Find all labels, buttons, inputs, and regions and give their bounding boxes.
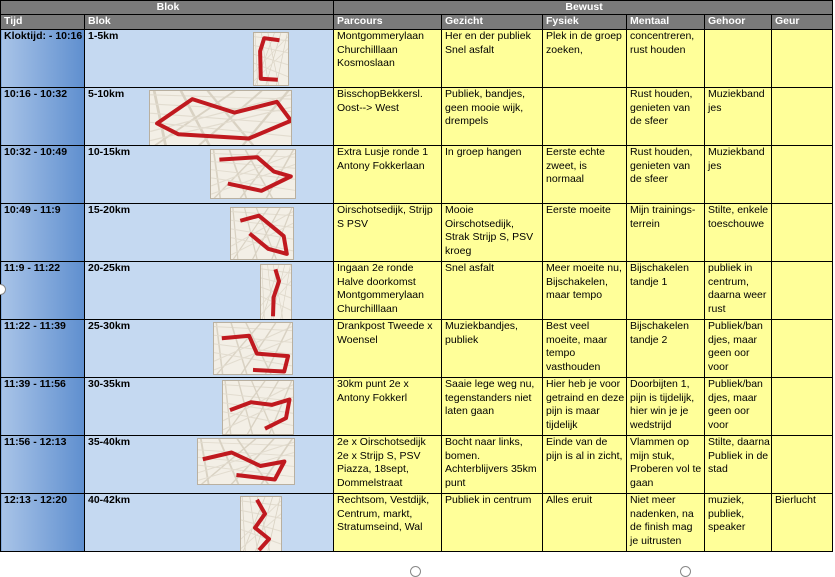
blok-label: 35-40km — [88, 436, 131, 449]
blok-label: 30-35km — [88, 378, 131, 391]
mentaal-cell[interactable]: Doorbijten 1, pijn is tijdelijk, hier win je je wedstrijd — [627, 378, 705, 436]
column-header-geur[interactable]: Geur — [772, 15, 833, 30]
parcours-cell[interactable]: Oirschotsedijk, Strijp S PSV — [334, 204, 442, 262]
tijd-cell[interactable]: 10:16 - 10:32 — [1, 88, 85, 146]
parcours-cell[interactable]: Extra Lusje ronde 1 Antony Fokkerlaan — [334, 146, 442, 204]
tijd-cell[interactable]: 11:9 - 11:22 — [1, 262, 85, 320]
table-row — [1, 146, 833, 204]
blok-cell[interactable] — [85, 320, 334, 378]
parcours-cell[interactable]: Drankpost Tweede x Woensel — [334, 320, 442, 378]
table-row — [1, 494, 833, 552]
gezicht-cell[interactable]: Bocht naar links, bomen. Achterblijvers 35km punt — [442, 436, 543, 494]
gezicht-cell[interactable]: Muziekbandjes, publiek — [442, 320, 543, 378]
tijd-cell[interactable]: 10:49 - 11:9 — [1, 204, 85, 262]
parcours-cell[interactable]: 2e x Oirschotsedijk 2e x Strijp S, PSV Piazza, 18sept, Dommelstraat — [334, 436, 442, 494]
parcours-cell[interactable]: 30km punt 2e x Antony Fokkerl — [334, 378, 442, 436]
geur-cell[interactable] — [772, 262, 833, 320]
parcours-cell[interactable]: Montgommerylaan Churchilllaan Kosmoslaan — [334, 30, 442, 88]
blok-label: 25-30km — [88, 320, 131, 333]
tijd-cell[interactable]: 11:22 - 11:39 — [1, 320, 85, 378]
geur-cell[interactable] — [772, 320, 833, 378]
resize-handle[interactable] — [410, 566, 421, 577]
table-row — [1, 30, 833, 88]
blok-cell[interactable] — [85, 494, 334, 552]
blok-label: 15-20km — [88, 204, 131, 217]
tijd-cell[interactable]: 11:56 - 12:13 — [1, 436, 85, 494]
column-header-fysiek[interactable]: Fysiek — [543, 15, 627, 30]
table-row — [1, 320, 833, 378]
route-line — [255, 500, 269, 550]
fysiek-cell[interactable]: Einde van de pijn is al in zicht, — [543, 436, 627, 494]
route-map-thumbnail — [240, 496, 282, 552]
mentaal-cell[interactable]: Bijschakelen tandje 2 — [627, 320, 705, 378]
blok-label: 5-10km — [88, 88, 125, 101]
blok-cell[interactable] — [85, 88, 334, 146]
gezicht-cell[interactable]: Publiek, bandjes, geen mooie wijk, drempels — [442, 88, 543, 146]
blok-label: 10-15km — [88, 146, 131, 159]
table-row — [1, 436, 833, 494]
geur-cell[interactable] — [772, 204, 833, 262]
table-body — [1, 30, 833, 552]
table-row — [1, 378, 833, 436]
route-map-thumbnail — [253, 32, 289, 86]
gehoor-cell[interactable]: muziek, publiek, speaker — [705, 494, 772, 552]
column-header-mentaal[interactable]: Mentaal — [627, 15, 705, 30]
gezicht-cell[interactable]: Saaie lege weg nu, tegenstanders niet laten gaan — [442, 378, 543, 436]
blok-label: 40-42km — [88, 494, 131, 507]
gezicht-cell[interactable]: Snel asfalt — [442, 262, 543, 320]
mentaal-cell[interactable]: Mijn trainings-terrein — [627, 204, 705, 262]
route-map-thumbnail — [213, 322, 293, 375]
blok-cell[interactable] — [85, 436, 334, 494]
route-map-thumbnail — [230, 207, 294, 260]
gezicht-cell[interactable]: Mooie Oirschotsedijk, Strak Strijp S, PSV kroeg — [442, 204, 543, 262]
gehoor-cell[interactable]: Muziekband jes — [705, 146, 772, 204]
tijd-cell[interactable]: Kloktijd: - 10:16 — [1, 30, 85, 88]
table-row — [1, 204, 833, 262]
mentaal-cell[interactable]: Bijschakelen tandje 1 — [627, 262, 705, 320]
fysiek-cell[interactable]: Alles eruit — [543, 494, 627, 552]
route-map-thumbnail — [222, 380, 294, 435]
geur-cell[interactable] — [772, 378, 833, 436]
blok-cell[interactable] — [85, 30, 334, 88]
resize-handle[interactable] — [680, 566, 691, 577]
gehoor-cell[interactable]: publiek in centrum, daarna weer rust — [705, 262, 772, 320]
header-group-blok: Blok — [1, 1, 334, 15]
mentaal-cell[interactable]: Rust houden, genieten van de sfeer — [627, 88, 705, 146]
route-map-thumbnail — [149, 90, 292, 146]
tijd-cell[interactable]: 12:13 - 12:20 — [1, 494, 85, 552]
parcours-cell[interactable]: Ingaan 2e ronde Halve doorkomst Montgommerylaan Churchilllaan — [334, 262, 442, 320]
fysiek-cell[interactable]: Meer moeite nu, Bijschakelen, maar tempo — [543, 262, 627, 320]
blok-label: 20-25km — [88, 262, 131, 275]
gehoor-cell[interactable]: Stilte, enkele toeschouwe — [705, 204, 772, 262]
mentaal-cell[interactable]: concentreren, rust houden — [627, 30, 705, 88]
route-map-thumbnail — [210, 149, 296, 199]
blok-cell[interactable] — [85, 204, 334, 262]
column-header-gezicht[interactable]: Gezicht — [442, 15, 543, 30]
gezicht-cell[interactable]: Publiek in centrum — [442, 494, 543, 552]
gehoor-cell[interactable] — [705, 30, 772, 88]
gezicht-cell[interactable]: Her en der publiek Snel asfalt — [442, 30, 543, 88]
gehoor-cell[interactable]: Stilte, daarna Publiek in de stad — [705, 436, 772, 494]
tijd-cell[interactable]: 10:32 - 10:49 — [1, 146, 85, 204]
tijd-cell[interactable]: 11:39 - 11:56 — [1, 378, 85, 436]
column-header-blok[interactable]: Blok — [85, 15, 334, 30]
geur-cell[interactable] — [772, 30, 833, 88]
fysiek-cell[interactable]: Hier heb je voor getraind en deze pijn is maar tijdelijk — [543, 378, 627, 436]
geur-cell[interactable] — [772, 146, 833, 204]
fysiek-cell[interactable]: Eerste moeite — [543, 204, 627, 262]
gehoor-cell[interactable]: Publiek/ban djes, maar geen oor voor — [705, 378, 772, 436]
blok-cell[interactable] — [85, 146, 334, 204]
gezicht-cell[interactable]: In groep hangen — [442, 146, 543, 204]
geur-cell[interactable] — [772, 88, 833, 146]
mentaal-cell[interactable]: Niet meer nadenken, na de finish mag je uitrusten — [627, 494, 705, 552]
gehoor-cell[interactable]: Publiek/ban djes, maar geen oor voor — [705, 320, 772, 378]
route-line — [219, 158, 290, 192]
table-row — [1, 262, 833, 320]
table-row — [1, 88, 833, 146]
geur-cell[interactable]: Bierlucht — [772, 494, 833, 552]
route-map-thumbnail — [260, 264, 292, 320]
header-group-bewust: Bewust — [334, 1, 833, 15]
gehoor-cell[interactable]: Muziekband jes — [705, 88, 772, 146]
blok-label: 1-5km — [88, 30, 119, 43]
geur-cell[interactable] — [772, 436, 833, 494]
fysiek-cell[interactable] — [543, 88, 627, 146]
fysiek-cell[interactable]: Eerste echte zweet, is normaal — [543, 146, 627, 204]
column-header-gehoor[interactable]: Gehoor — [705, 15, 772, 30]
blok-cell[interactable] — [85, 378, 334, 436]
fysiek-cell[interactable]: Best veel moeite, maar tempo vasthouden — [543, 320, 627, 378]
parcours-cell[interactable]: BisschopBekkersl. Oost--> West — [334, 88, 442, 146]
route-map-thumbnail — [197, 438, 295, 485]
mentaal-cell[interactable]: Vlammen op mijn stuk, Proberen vol te gaan — [627, 436, 705, 494]
column-header-tijd[interactable]: Tijd — [1, 15, 85, 30]
mentaal-cell[interactable]: Rust houden, genieten van de sfeer — [627, 146, 705, 204]
parcours-cell[interactable]: Rechtsom, Vestdijk, Centrum, markt, Stratumseind, Wal — [334, 494, 442, 552]
column-header-parcours[interactable]: Parcours — [334, 15, 442, 30]
blok-cell[interactable] — [85, 262, 334, 320]
fysiek-cell[interactable]: Plek in de groep zoeken, — [543, 30, 627, 88]
